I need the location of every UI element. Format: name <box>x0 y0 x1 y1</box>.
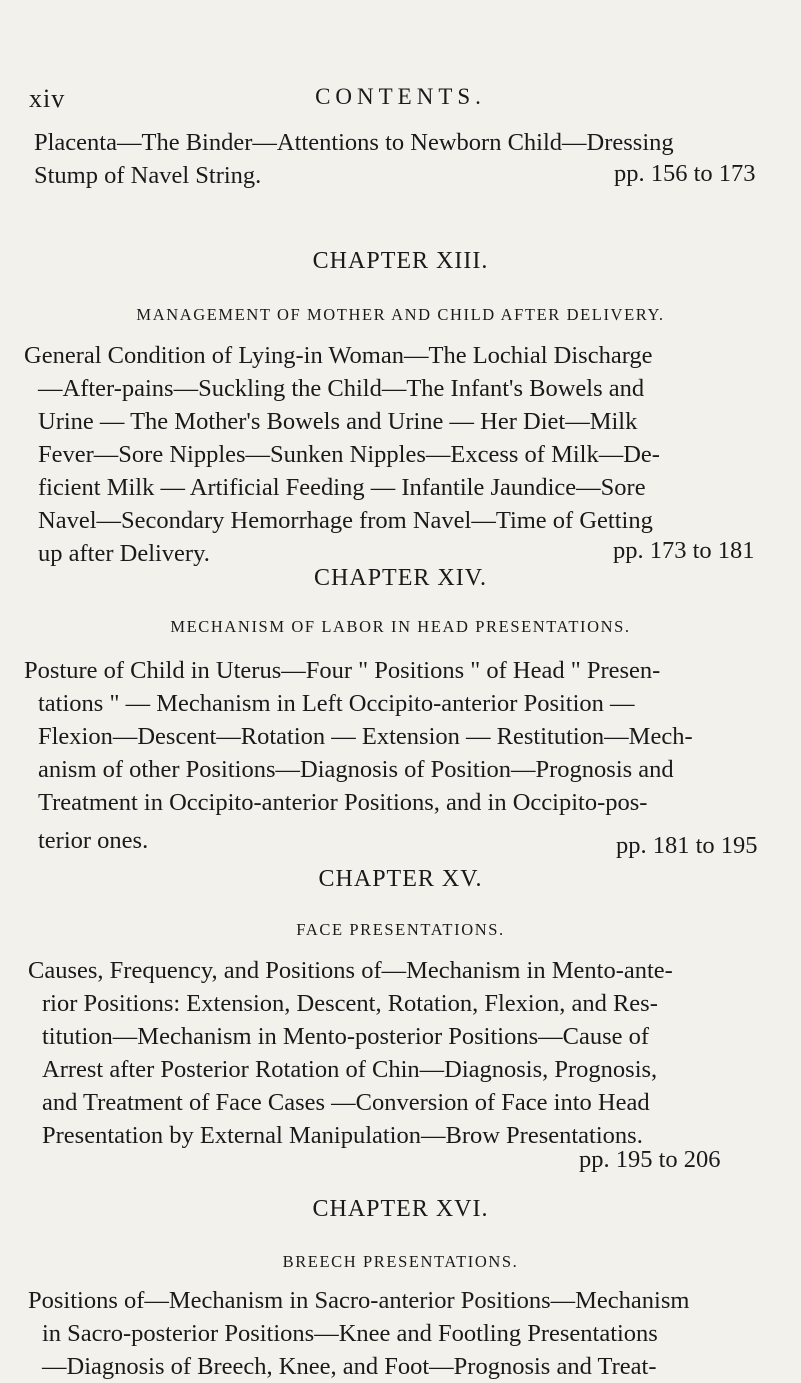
chapter-subtitle: BREECH PRESENTATIONS. <box>282 1252 519 1271</box>
entry-line: Fever—Sore Nipples—Sunken Nipples—Excess of Milk—De- <box>38 441 660 468</box>
entry-line: Placenta—The Binder—Attentions to Newborn Child—Dressing <box>34 129 674 156</box>
entry-line: tations " — Mechanism in Left Occipito-anterior Position — <box>38 690 635 717</box>
chapter-subtitle: FACE PRESENTATIONS. <box>296 920 505 939</box>
page-folio: xiv <box>29 84 66 113</box>
entry-line: Arrest after Posterior Rotation of Chin—Diagnosis, Prognosis, <box>42 1056 658 1083</box>
page-range: pp. 173 to 181 <box>613 537 755 564</box>
chapter-subtitle: MANAGEMENT OF MOTHER AND CHILD AFTER DELIVERY. <box>136 305 665 324</box>
entry-line: and Treatment of Face Cases —Conversion of Face into Head <box>42 1089 650 1116</box>
toc-entry-chapter-16 <box>28 1284 772 1383</box>
entry-line: anism of other Positions—Diagnosis of Position—Prognosis and <box>38 756 674 783</box>
toc-entry-chapter-13 <box>24 339 772 570</box>
chapter-heading: CHAPTER XV. <box>318 866 483 892</box>
toc-entry-chapter-15 <box>28 954 772 1152</box>
entry-line: Stump of Navel String. <box>34 162 262 189</box>
entry-line: up after Delivery. <box>38 540 210 567</box>
entry-line: titution—Mechanism in Mento-posterior Positions—Cause of <box>42 1023 650 1050</box>
chapter-heading: CHAPTER XIV. <box>314 565 487 591</box>
entry-line: Navel—Secondary Hemorrhage from Navel—Time of Getting <box>38 507 653 534</box>
entry-line: Flexion—Descent—Rotation — Extension — Restitution—Mech- <box>38 723 693 750</box>
chapter-heading: CHAPTER XVI. <box>312 1196 489 1222</box>
page-range: pp. 195 to 206 <box>579 1146 721 1173</box>
entry-line: Urine — The Mother's Bowels and Urine — Her Diet—Milk <box>38 408 638 435</box>
chapter-heading: CHAPTER XIII. <box>312 248 489 274</box>
entry-line: General Condition of Lying-in Woman—The Lochial Discharge <box>24 342 653 369</box>
entry-line: —Diagnosis of Breech, Knee, and Foot—Prognosis and Treat- <box>42 1353 657 1380</box>
entry-line: —After-pains—Suckling the Child—The Infant's Bowels and <box>38 375 645 402</box>
entry-line: ficient Milk — Artificial Feeding — Infantile Jaundice—Sore <box>38 474 646 501</box>
chapter-subtitle: MECHANISM OF LABOR IN HEAD PRESENTATIONS. <box>170 617 631 636</box>
running-header <box>0 84 801 118</box>
page-range: pp. 181 to 195 <box>616 832 758 859</box>
toc-entry-chapter-14 <box>24 654 772 857</box>
entry-line: Posture of Child in Uterus—Four " Positions " of Head " Presen- <box>24 657 661 684</box>
entry-line: rior Positions: Extension, Descent, Rotation, Flexion, and Res- <box>42 990 658 1017</box>
entry-line: Presentation by External Manipulation—Brow Presentations. <box>42 1122 643 1149</box>
running-title: CONTENTS. <box>315 84 486 109</box>
entry-line: in Sacro-posterior Positions—Knee and Footling Presentations <box>42 1320 658 1347</box>
page-range: pp. 156 to 173 <box>614 160 756 187</box>
entry-line: terior ones. <box>38 827 149 854</box>
entry-line: Causes, Frequency, and Positions of—Mechanism in Mento-ante- <box>28 957 673 984</box>
entry-line: Treatment in Occipito-anterior Positions, and in Occipito-pos- <box>38 789 648 816</box>
entry-line: Positions of—Mechanism in Sacro-anterior Positions—Mechanism <box>28 1287 690 1314</box>
